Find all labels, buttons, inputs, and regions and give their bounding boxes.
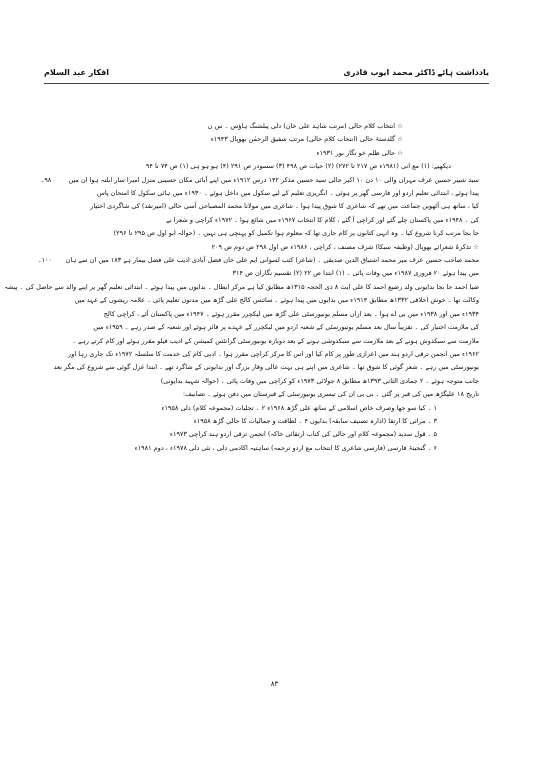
entry-line: ۱۹۳۴ء میں اور ۱۹۳۸ء میں بی اے ہوا ۔ بعد ازاں مسلم یونیورسٹی علی گڑھ میں لیکچرر مقرر ہوئے ۔ ۱۹۴۷ء میں پاکستان آئے ، کراچی کالج xyxy=(103,309,479,318)
page-number: ۸۳ xyxy=(270,680,279,688)
reference-line: دیکھیے: (۱) مع انی (۱۹۸۱ء ص ۲۱۷ تا ۲۷۲) (۲) حیات ص ۴۹۸ (۳) سسودر ص ۲۹۱ (۴) ہو ہو ہی (۱) ص ۷۴ تا ۹۴ xyxy=(145,162,451,171)
entry-line: ضیا احمد جا بجا بدایونی ولد رضیع احمد کا علی ایت ۸ ذی الحجہ ۱۳۱۵ھ مطابق کیا ہے مرکز ابطال ۔ بدایوں میں پیدا ہوئے ۔ ابتدائی تعلیم گھر پر اپنے والد سے حاصل کی ۔ پیشہ xyxy=(4,282,479,291)
entry-line: میں پیدا ہوئے ۲۰ فروری ۱۹۸۷ء میں وفات پائی ۔ (۱) ابتدا ص ۲۲ (۲) تقسیم نگاران ص ۳۱۴ xyxy=(232,269,479,278)
header-left-title: افکار عبد السلام xyxy=(44,68,109,77)
entry-text xyxy=(69,174,490,254)
entry-line: ۱۹۶۲ء میں انجمن ترقی اردو ہند میں اعزازی طور پر کام کیا اور اس کا مرکز کراچی مقرر ہوا ۔ ادبی کام کی خدمت کا سلسلہ ۱۹۷۲ء تک جاری رہا اور xyxy=(68,349,479,358)
entry-line: پیدا ہوئے ، ابتدائی تعلیم اردو اور فارسی گھر پر ہوئی ۔ انگریزی تعلیم کے لیے سکول میں داخل ہوئے ۔ ۱۹۳۰ء میں ہائی سکول کا امتحان پاس xyxy=(96,189,479,198)
entry-line: ملازمت سے سبکدوش ہونے کے بعد ملازمت سے سبکدوشی ہونے کے بعد دوبارہ یونیورسٹی گرانٹس کمیشن کے ادیب فیلو مقرر ہوئے اور کام کرتے رہے ۔ xyxy=(72,336,479,345)
works-item: ۶ ۔ گنجینۂ فارسی (فارسی شاعری کا انتخاب مع اردو ترجمہ) ساہتیہ اکادمی دلی ، نئی دلی ۱۹۷۸ء ، دوم ۱۹۸۱ء xyxy=(134,443,437,452)
entry-text xyxy=(4,281,489,402)
works-item: ۵ ۔ قول سدید (مجموعہ کلام اور حالی کی کتاب ارتقائی خاکہ) انجمن ترقی اردو ہند کراچی ۱۹۷۳ء xyxy=(169,430,437,439)
header-right-title: یادداشت ہائے ڈاکٹر محمد ایوب قادری xyxy=(343,68,489,77)
entry-line: وکالت تھا ۔ خوش اخلاقی ۱۳۳۲ھ مطابق ۱۹۱۴ء میں بدایوں میں پیدا ہوئے ۔ سائنس کالج علی گڑھ میں مدتوں تعلیم پائی ۔ علامہ ریشوں کے عہد میں xyxy=(74,296,479,305)
entry-line: جانب متوجہ ہوئے ۔ ۲ جمادی الثانی ۱۳۹۳ھ مطابق ۸ جولائی ۱۹۷۳ء کو کراچی میں وفات پائی ۔ (حوالہ شہید بدایونی) xyxy=(160,376,479,385)
entry-number xyxy=(0,281,4,294)
entry-line: سید شبیر حسین عرف مہراں والی ۱۰ دن ۱۰ اکبر حالی سید حسین مذکر ۱۴۲ درس ۱۹۱۲ء میں اپنے آبائی مکان حسینی منزل امبرا سار ابلتہ ہوا ان میں xyxy=(68,175,479,184)
bullet-item: ☆ انتخاب کلام حالی (مرتب شاہد علی خان) دلی پبلشنگ ہاؤس ۔ س ن xyxy=(207,122,403,130)
entry-line: کیا ، ساتھ ہی آٹھویں جماعت میں تھے کہ شاعری کا شوق پیدا ہوا ۔ شاعری میں مولانا محمد المصباحی آسی حالی (امیرنقد) کی شاگردی اختیار xyxy=(90,202,479,211)
entry-line: محمد صاحب حسین عرف میر محمد اشتیاق الدین صدیقی ۔ (شاعر) کتب لسوانی ایم علی خان فضل آبادی ادیب علی فضل بیمار ہے ۱۸۳ میں ان سے ہان xyxy=(65,256,479,265)
entry-line: ☆ تذکرۂ شعرائے بھوپال (وظیفہ سبکا) شرف مصنف ، کراچی ، ۱۹۸۶ء ص اول ۲۹۸ ص دوم ص ۲۰۹ xyxy=(211,242,479,251)
entry-number: ۱۰۰۔ xyxy=(37,256,53,265)
entry-101 xyxy=(4,281,489,402)
header-divider xyxy=(44,83,489,84)
entry-98 xyxy=(40,174,489,254)
entry-100 xyxy=(37,254,489,281)
entry-line: جا بجا مرتب کرنا شروع کیا ۔ وہ انہی کتابوں پر کام جاری تھا کہ معلوم ہوا تکمیل کو پہنچی ہی نہیں ۔ (حوالہ ابو اول ص ۲۹۵ تا ۲۹۶) xyxy=(113,229,479,238)
bullet-item: ☆ گلدستۂ حالی (انتخاب کلام حالی) مرتب شفیق الرحمٰن بھوپال ۱۹۴۳ء xyxy=(210,135,403,144)
entry-line: کی ۔ ۱۹۴۸ء میں پاکستان چلے گئے اور کراچی آ گئے ، کلام کا انتخاب ۱۹۶۷ء میں شائع ہوا ۔ ۱۹۷۲ء کراچی و شعرا نے xyxy=(166,215,479,224)
entry-line: کی ملازمت اختیار کی ۔ تقریباً سال بعد مسلم یونیورسٹی کے شعبہ اردو میں لیکچرر کے عہدے پر فائز ہوئے اور شعبہ کے صدر رہے ۔ ۱۹۵۹ء میں xyxy=(93,323,479,332)
running-header xyxy=(44,68,489,77)
page-body xyxy=(4,120,489,455)
entry-text xyxy=(66,254,489,281)
bullet-item: ☆ حالی ظلم خو نگار بور ۱۹۳۱ء xyxy=(316,148,403,157)
entry-line: تاریخ ۱۸ علیگڑھ میں کی قبر پر گئی ۔ بی بی ان کی تیسری یونیورسٹی کے قبرستان میں دفن ہوئے ۔ تصانیف: xyxy=(182,390,479,399)
works-item: ۱ ۔ کیا سو جھا وصرف خاص اسلامی کے ساتھ علی گڑھ ۱۹۶۸ء ۲ ۔ تجلیات (مجموعہ کلام) دلی ۱۹۵۸ء xyxy=(161,403,437,412)
entry-line: یونیورسٹی میں رہے ۔ شعر گوئی کا شوق تھا ۔ شاعری میں اپنے ہی بہت عالی وقار بزرگ اور بدایونی کے شاگرد تھے ۔ ابتدا غزل گوئی سے شروع کی مگر بعد xyxy=(53,363,479,372)
works-item: ۳ ۔ مراثی کا ارتقا (ادارہ تصنیف سابقہ) بدایوں ۴ ۔ لطافت و جمالیات کا حالی گڑھ ۱۹۵۸ء xyxy=(193,416,437,425)
entry-number: ۹۸۔ xyxy=(40,175,52,184)
